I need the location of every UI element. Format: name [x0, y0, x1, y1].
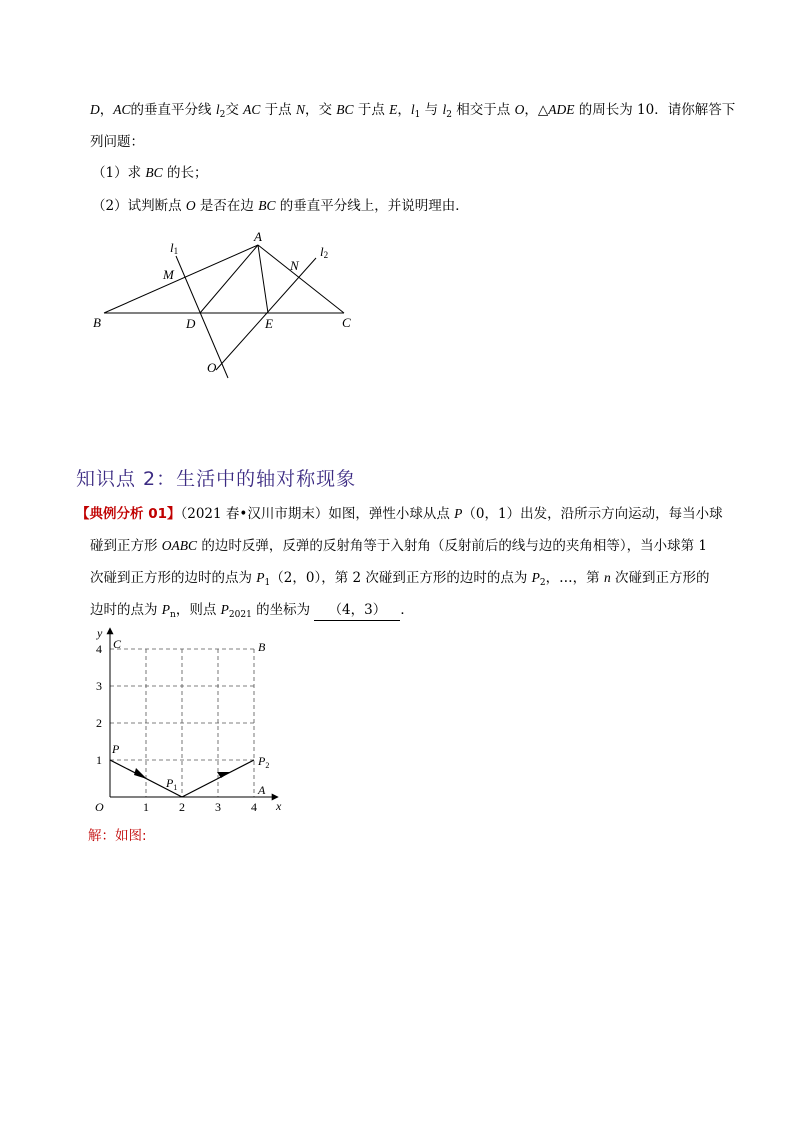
section-title: 知识点 2：生活中的轴对称现象 — [76, 468, 357, 490]
example-tag: 【典例分析 01】 — [76, 506, 181, 522]
example-line-1: 【典例分析 01】（2021 春•汉川市期末）如图，弹性小球从点 P（0，1）出发，沿所示方向运动，每当小球 — [76, 506, 723, 522]
axis-label-y: y — [97, 626, 103, 640]
label-O: O — [207, 360, 217, 375]
x-tick-3: 3 — [215, 800, 221, 814]
label-E: E — [265, 316, 273, 331]
y-tick-1: 1 — [96, 753, 102, 767]
y-tick-3: 3 — [96, 679, 102, 693]
answer-blank: （4，3） — [314, 600, 400, 621]
label-A2: A — [258, 783, 266, 797]
label-A: A — [254, 229, 262, 244]
y-tick-2: 2 — [96, 716, 102, 730]
label-B2: B — [258, 640, 266, 654]
question-2: （2）试判断点 O 是否在边 BC 的垂直平分线上，并说明理由． — [92, 198, 469, 214]
label-P2: $P_2$ — [258, 754, 270, 770]
x-tick-2: 2 — [179, 800, 185, 814]
label-P1: $P_1$ — [166, 776, 178, 792]
y-tick-4: 4 — [96, 642, 102, 656]
example-line-2: 碰到正方形 OABC 的边时反弹，反弹的反射角等于入射角（反射前后的线与边的夹角相等），当小球第 1 — [90, 538, 707, 554]
x-tick-1: 1 — [143, 800, 149, 814]
problem-line-1: D，AC的垂直平分线 $l_2$交 AC 于点 N，交 BC 于点 E，$l_1$ 与 $l_2$ 相交于点 O，△ADE 的周长为 10．请你解答下 — [90, 102, 736, 120]
axis-label-x: x — [276, 799, 282, 813]
problem-line-2: 列问题： — [90, 134, 144, 150]
label-C: C — [342, 315, 351, 330]
label-origin: O — [95, 800, 104, 814]
x-tick-4: 4 — [251, 800, 257, 814]
direction-arrow-1 — [134, 768, 147, 779]
example-line-4: 边时的点为 $P_n$，则点 $P_{2021}$ 的坐标为 （4，3） ． — [90, 602, 414, 620]
label-l2: l2 — [320, 244, 329, 260]
label-P: P — [112, 742, 120, 756]
example-line-3: 次碰到正方形的边时的点为 $P_1(2$，0），第 2 次碰到正方形的边时的点为 $P_2$，…，第 n 次碰到正方形的 — [90, 570, 710, 588]
label-C2: C — [113, 637, 122, 651]
question-1: （1）求 BC 的长； — [92, 165, 208, 181]
label-B: B — [93, 315, 101, 330]
label-D: D — [186, 316, 196, 331]
label-l1: l1 — [170, 240, 179, 256]
solution-label: 解：如图: — [88, 828, 147, 844]
label-N: N — [290, 258, 299, 273]
direction-arrow-2 — [217, 772, 230, 778]
label-M: M — [163, 267, 174, 282]
